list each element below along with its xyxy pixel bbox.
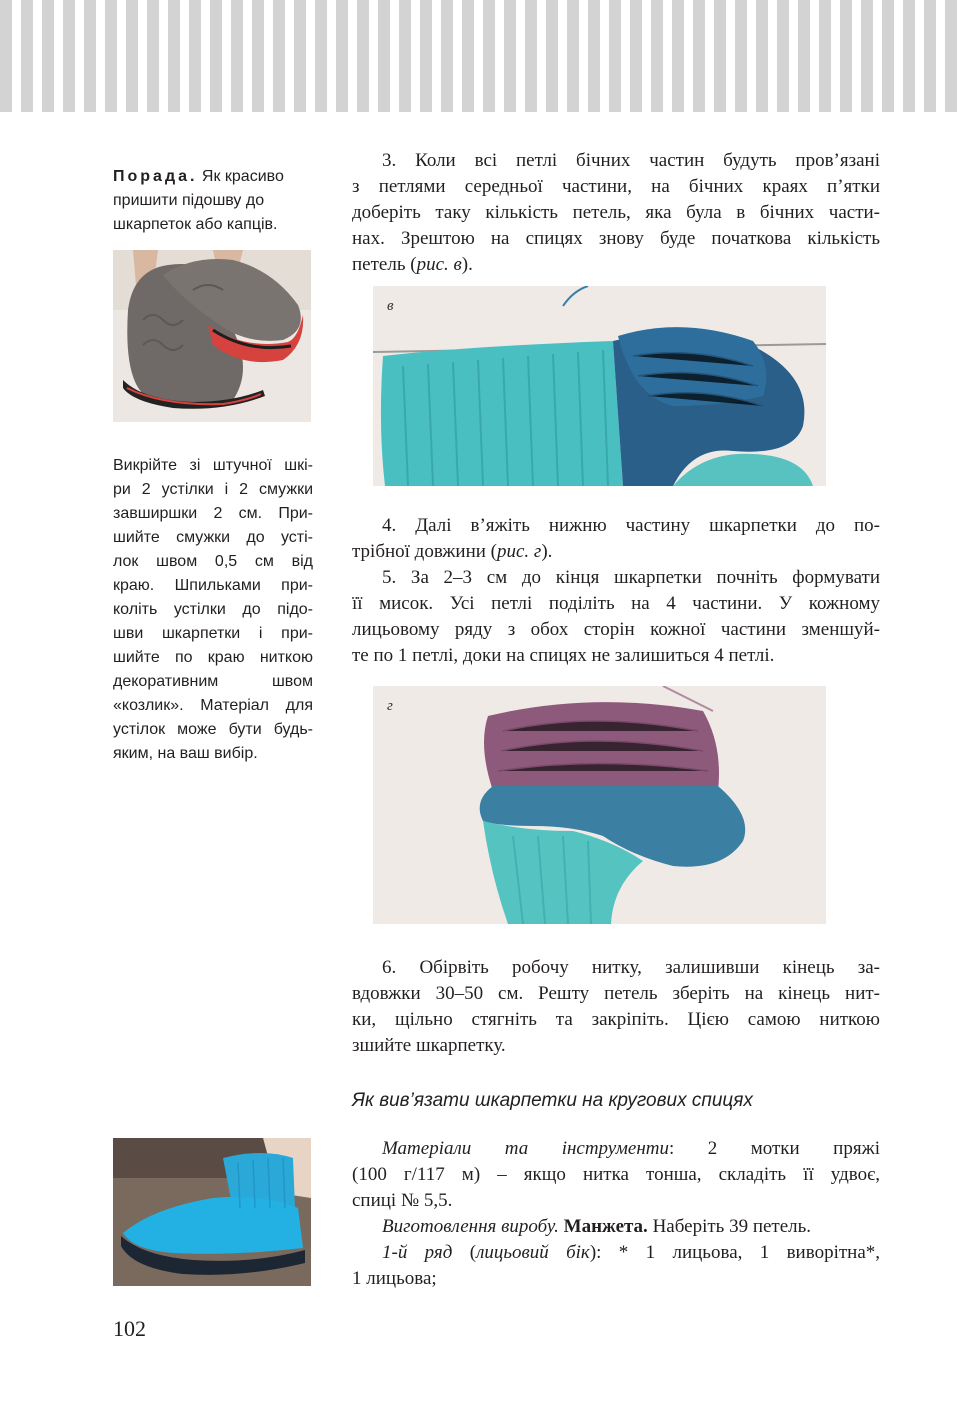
sole-instructions xyxy=(113,454,313,766)
step-3-paragraph xyxy=(352,148,880,278)
slippers-photo xyxy=(113,250,311,422)
figure-reference: рис. г xyxy=(496,541,542,562)
decorative-stripe-header xyxy=(0,0,963,112)
sole-text-line: коліть устілки до підо- xyxy=(113,601,313,618)
sole-text-line: «козлик». Матеріал для xyxy=(113,697,313,714)
figure-reference: рис. в xyxy=(416,254,462,275)
materials-label: Матеріали та інструменти xyxy=(382,1138,669,1159)
tip-text-line: Як красиво xyxy=(201,168,284,185)
sole-text-line: декоративним швом xyxy=(113,673,313,690)
sole-text-line: Викрійте зі штучної шкі- xyxy=(113,457,313,474)
figure-label: г xyxy=(387,698,393,714)
text-line: 5. За 2–3 см до кінця шкарпетки почніть формувати xyxy=(382,567,880,588)
text-line: Виготовлення виробу. Манжета. Наберіть 39 петель. xyxy=(382,1216,812,1237)
page-number: 102 xyxy=(113,1316,146,1341)
sole-text-line: яким, на ваш вибір. xyxy=(113,745,258,762)
row-side: лицьовий бік xyxy=(476,1242,590,1263)
text-line: 1-й ряд (лицьовий бік): * 1 лицьова, 1 виворітна*, xyxy=(382,1242,881,1263)
text-line: ки, щільно стягніть та закріпіть. Цією самою ниткою xyxy=(352,1009,880,1030)
tip-label: Порада. xyxy=(113,168,198,185)
sole-text-line: шийте по краю ниткою xyxy=(113,649,313,666)
text-line: вдовжки 30–50 см. Решту петель зберіть на кінець нит- xyxy=(352,983,880,1004)
section-heading: Як вив’язати шкарпетки на кругових спицях xyxy=(352,1090,753,1111)
text-line: 3. Коли всі петлі бічних частин будуть пров’язані xyxy=(382,150,880,171)
tip-text-line: пришити підошву до xyxy=(113,192,265,209)
step-6-paragraph xyxy=(352,955,880,1059)
text-line: нах. Зрештою на спицях знову буде початкова кількість xyxy=(352,228,880,249)
text-line: з петлями середньої частини, на бічних краях п’ятки xyxy=(352,176,880,197)
making-label: Виготовлення виробу. xyxy=(382,1216,559,1237)
tip-text-line: шкарпеток або капців. xyxy=(113,216,278,233)
text-line: 6. Обірвіть робочу нитку, залишивши кінець за- xyxy=(382,957,880,978)
sole-text-line: шви шкарпетки і при- xyxy=(113,625,313,642)
text-line: доберіть таку кількість петель, яка була в бічних части- xyxy=(352,202,880,223)
text-line: лицьовому ряду з обох сторін кожної частини зменшуй- xyxy=(352,619,880,640)
tip-note xyxy=(113,165,313,237)
making-paragraph xyxy=(352,1214,880,1240)
sole-text-line: лок швом 0,5 см від xyxy=(113,553,313,570)
sole-text-line: ри 2 устілки і 2 смужки xyxy=(113,481,313,498)
text-line: те по 1 петлі, доки на спицях не залишиться 4 петлі. xyxy=(352,645,775,666)
step-4-paragraph xyxy=(352,513,880,565)
materials-paragraph xyxy=(352,1136,880,1214)
text-line: 4. Далі в’яжіть нижню частину шкарпетки до по- xyxy=(382,515,880,536)
text-line: трібної довжини (рис. г). xyxy=(352,541,553,562)
figure-g-photo xyxy=(373,686,826,924)
cuff-label: Манжета. xyxy=(563,1216,648,1237)
sole-text-line: краю. Шпильками при- xyxy=(113,577,313,594)
text-line: (100 г/117 м) – якщо нитка тонша, складіть її удвоє, xyxy=(352,1164,880,1185)
sole-text-line: устілок може бути будь- xyxy=(113,721,313,738)
step-5-paragraph xyxy=(352,565,880,669)
row-label: 1-й ряд xyxy=(382,1242,453,1263)
figure-v-photo xyxy=(373,286,826,486)
text-line: зшийте шкарпетку. xyxy=(352,1035,506,1056)
text-line: її мисок. Усі петлі поділіть на 4 частини. У кожному xyxy=(352,593,880,614)
text-line: спиці № 5,5. xyxy=(352,1190,453,1211)
figure-label: в xyxy=(387,298,394,314)
sole-text-line: завширшки 2 см. При- xyxy=(113,505,313,522)
sole-text-line: шийте смужки до усті- xyxy=(113,529,313,546)
row-1-paragraph xyxy=(352,1240,880,1292)
text-line: петель (рис. в). xyxy=(352,254,473,275)
text-line: 1 лицьова; xyxy=(352,1268,437,1289)
text-line: Матеріали та інструменти: 2 мотки пряжі xyxy=(382,1138,880,1159)
blue-slipper-photo xyxy=(113,1138,311,1286)
